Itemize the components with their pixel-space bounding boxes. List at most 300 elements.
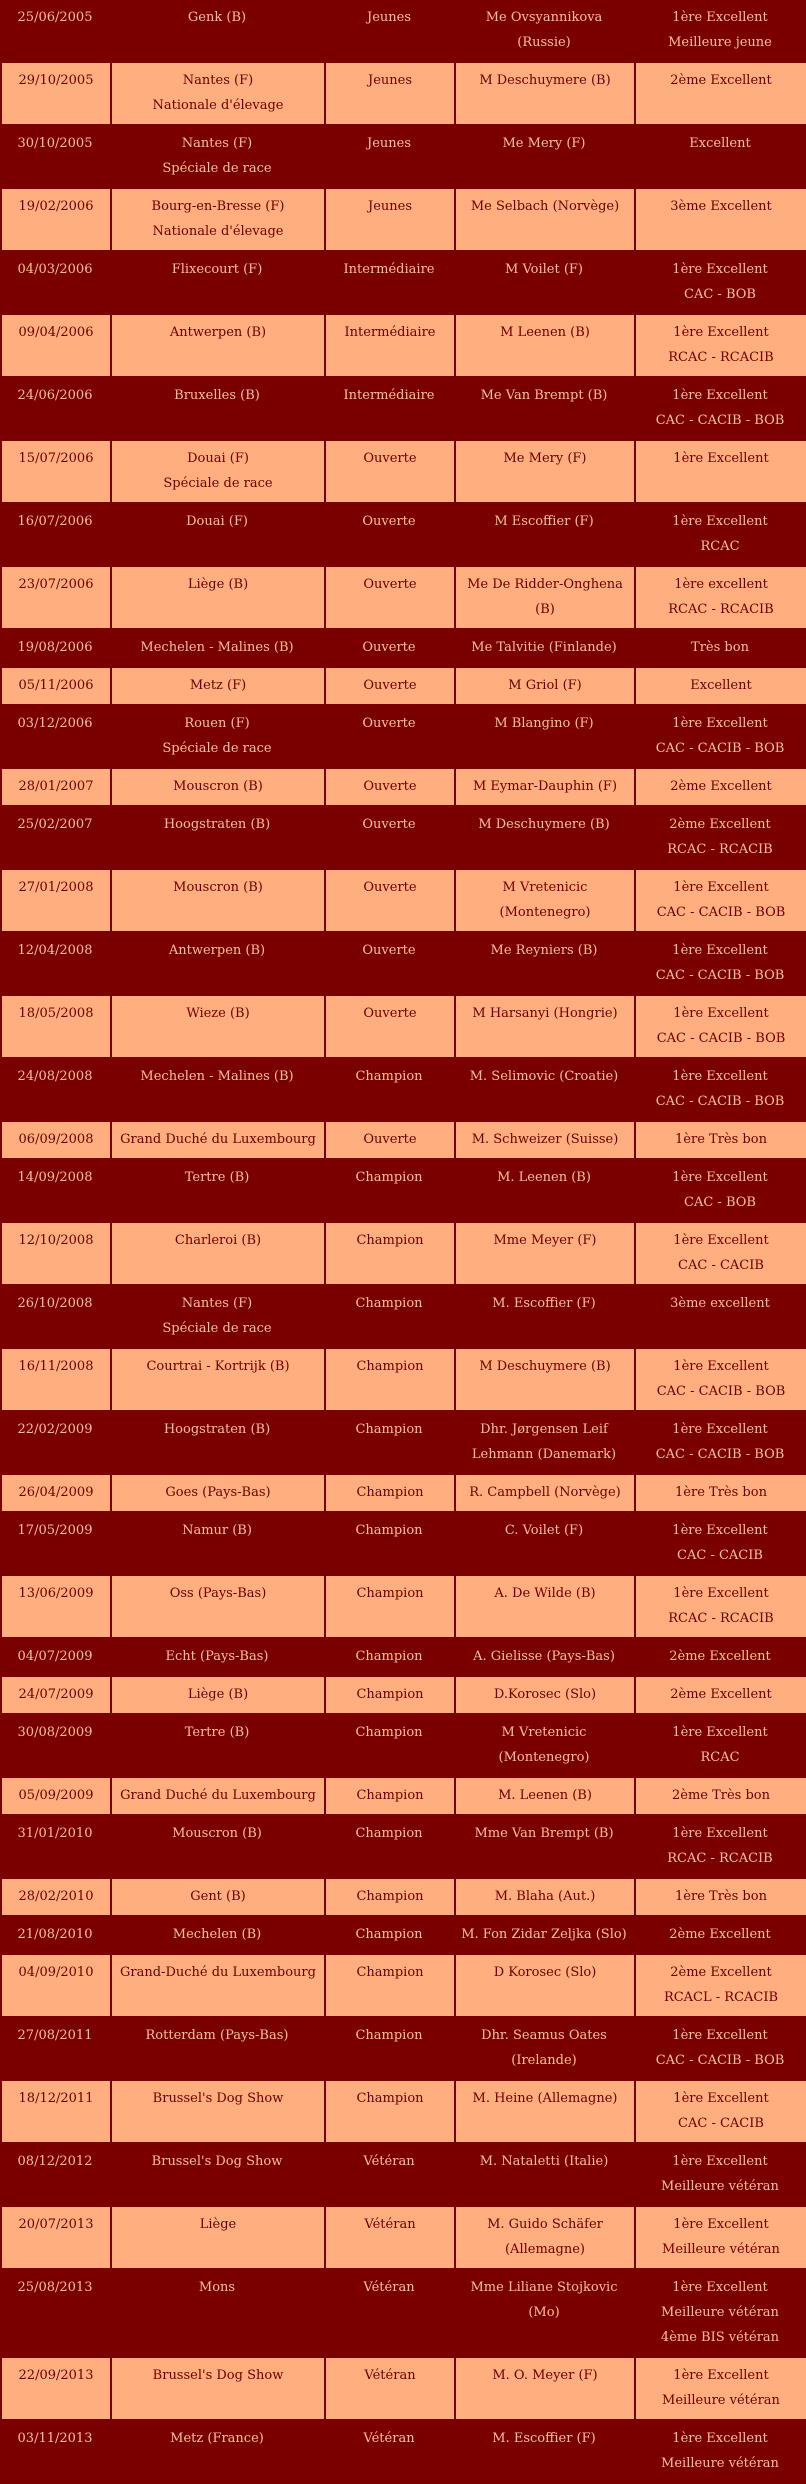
place-line: Mouscron (B)	[173, 880, 263, 895]
date-text: 03/12/2006	[17, 716, 93, 731]
result-line: 1ère Excellent	[673, 325, 769, 340]
result-cell	[634, 706, 806, 769]
result-line: 1ère Excellent	[672, 2280, 768, 2295]
place-line: Metz (F)	[189, 678, 247, 693]
class-text: Vétéran	[363, 2154, 415, 2169]
judge-cell	[454, 2144, 634, 2207]
table-row	[0, 189, 806, 252]
class-cell	[324, 1715, 454, 1778]
place-cell	[110, 870, 324, 933]
date-cell	[0, 1475, 110, 1513]
place-cell	[110, 1122, 324, 1160]
place-cell	[110, 668, 324, 706]
judge-cell	[454, 1715, 634, 1778]
place-cell	[110, 2018, 324, 2081]
result-line: 1ère Excellent	[672, 1170, 768, 1185]
class-text: Champion	[355, 1069, 423, 1084]
table-row	[0, 668, 806, 706]
place-line: Grand-Duché du Luxembourg	[120, 1965, 316, 1980]
date-cell	[0, 315, 110, 378]
class-text: Ouverte	[362, 716, 416, 731]
result-cell	[634, 2081, 806, 2144]
date-cell	[0, 441, 110, 504]
class-text: Champion	[356, 1687, 424, 1702]
class-cell	[324, 1122, 454, 1160]
place-line: Metz (France)	[170, 2431, 264, 2446]
result-cell	[634, 189, 806, 252]
result-line: 3ème excellent	[670, 1296, 770, 1311]
class-cell	[324, 870, 454, 933]
judge-line: R. Campbell (Norvège)	[469, 1485, 621, 1500]
place-line: Rouen (F)	[184, 716, 250, 731]
date-cell	[0, 2018, 110, 2081]
result-line: 1ère Excellent	[672, 1422, 768, 1437]
date-text: 04/03/2006	[17, 262, 93, 277]
date-text: 08/12/2012	[17, 2154, 93, 2169]
result-line: 1ère Excellent	[673, 451, 769, 466]
place-cell	[110, 2421, 324, 2484]
date-text: 31/01/2010	[17, 1826, 93, 1841]
judge-cell	[454, 315, 634, 378]
judge-cell	[454, 1122, 634, 1160]
table-row	[0, 1059, 806, 1122]
result-cell	[634, 1412, 806, 1475]
judge-cell	[454, 63, 634, 126]
judge-cell	[454, 2358, 634, 2421]
place-cell	[110, 769, 324, 807]
place-line: Genk (B)	[187, 10, 247, 25]
date-text: 30/08/2009	[17, 1725, 93, 1740]
class-text: Intermédiaire	[343, 388, 435, 403]
judge-cell	[454, 1286, 634, 1349]
date-text: 05/09/2009	[18, 1788, 94, 1803]
date-text: 15/07/2006	[18, 451, 94, 466]
judge-cell	[454, 1059, 634, 1122]
result-cell	[634, 933, 806, 996]
place-cell	[110, 2358, 324, 2421]
judge-cell	[454, 1816, 634, 1879]
judge-line: M Vretenicic	[501, 1725, 587, 1740]
place-line: Nationale d'élevage	[152, 98, 284, 113]
result-line: 1ère Excellent	[673, 2091, 769, 2106]
date-cell	[0, 1059, 110, 1122]
judge-line: M. Schweizer (Suisse)	[471, 1132, 619, 1147]
class-cell	[324, 769, 454, 807]
class-text: Vétéran	[364, 2368, 416, 2383]
place-line: Nantes (F)	[182, 73, 254, 88]
date-text: 03/11/2013	[17, 2431, 93, 2446]
date-cell	[0, 1816, 110, 1879]
result-line: CAC - CACIB - BOB	[656, 1031, 786, 1046]
table-row	[0, 2270, 806, 2358]
class-cell	[324, 441, 454, 504]
place-cell	[110, 807, 324, 870]
place-cell	[110, 2207, 324, 2270]
class-cell	[324, 2270, 454, 2358]
result-cell	[634, 1160, 806, 1223]
result-line: 1ère Très bon	[675, 1132, 767, 1147]
result-line: 1ère Excellent	[673, 1586, 769, 1601]
place-line: Nationale d'élevage	[152, 224, 284, 239]
judge-cell	[454, 1879, 634, 1917]
result-line: 1ère Excellent	[673, 2217, 769, 2232]
place-cell	[110, 1160, 324, 1223]
date-cell	[0, 870, 110, 933]
judge-cell	[454, 2270, 634, 2358]
judge-line: C. Voilet (F)	[504, 1523, 584, 1538]
place-line: Nantes (F)	[181, 1296, 253, 1311]
place-line: Mouscron (B)	[173, 779, 263, 794]
table-row	[0, 1475, 806, 1513]
class-cell	[324, 1576, 454, 1639]
class-cell	[324, 315, 454, 378]
result-line: Meilleure jeune	[668, 35, 772, 50]
result-cell	[634, 668, 806, 706]
date-cell	[0, 668, 110, 706]
result-line: RCAC - RCACIB	[668, 1611, 774, 1626]
result-line: 2ème Très bon	[671, 1788, 771, 1803]
table-row	[0, 126, 806, 189]
result-cell	[634, 1349, 806, 1412]
result-line: 1ère Très bon	[675, 1485, 767, 1500]
date-cell	[0, 1122, 110, 1160]
result-line: 1ère Excellent	[672, 388, 768, 403]
judge-line: Me Selbach (Norvège)	[470, 199, 620, 214]
class-text: Champion	[356, 1788, 424, 1803]
table-row	[0, 1223, 806, 1286]
date-text: 20/07/2013	[18, 2217, 94, 2232]
class-cell	[324, 1286, 454, 1349]
judge-cell	[454, 630, 634, 668]
date-text: 22/02/2009	[17, 1422, 93, 1437]
judge-line: (Mo)	[528, 2305, 560, 2320]
judge-line: M. Guido Schäfer	[487, 2217, 603, 2232]
date-cell	[0, 567, 110, 630]
date-text: 25/06/2005	[17, 10, 93, 25]
result-cell	[634, 1816, 806, 1879]
result-line: 1ère Excellent	[672, 2154, 768, 2169]
judge-line: M Leenen (B)	[500, 325, 590, 340]
date-text: 25/08/2013	[17, 2280, 93, 2295]
result-line: CAC - CACIB	[677, 1548, 763, 1563]
class-text: Vétéran	[364, 2217, 416, 2232]
date-cell	[0, 0, 110, 63]
judge-line: Me De Ridder-Onghena	[467, 577, 623, 592]
place-line: Hoogstraten (B)	[163, 817, 271, 832]
result-cell	[634, 2421, 806, 2484]
result-cell	[634, 504, 806, 567]
class-text: Champion	[355, 1826, 423, 1841]
date-cell	[0, 1778, 110, 1816]
judge-cell	[454, 706, 634, 769]
result-cell	[634, 1677, 806, 1715]
result-line: RCAC - RCACIB	[668, 602, 774, 617]
class-cell	[324, 0, 454, 63]
result-cell	[634, 870, 806, 933]
result-cell	[634, 807, 806, 870]
judge-line: (Montenegro)	[499, 905, 591, 920]
place-cell	[110, 2144, 324, 2207]
class-cell	[324, 1513, 454, 1576]
result-line: Excellent	[689, 136, 751, 151]
judge-cell	[454, 567, 634, 630]
class-text: Champion	[355, 1170, 423, 1185]
judge-line: M Deschuymere (B)	[479, 1359, 611, 1374]
result-line: RCAC	[700, 539, 740, 554]
result-line: 2ème Excellent	[669, 1927, 771, 1942]
place-cell	[110, 1955, 324, 2018]
date-cell	[0, 2081, 110, 2144]
date-cell	[0, 126, 110, 189]
result-cell	[634, 1917, 806, 1955]
place-cell	[110, 1715, 324, 1778]
class-cell	[324, 1412, 454, 1475]
result-cell	[634, 2144, 806, 2207]
date-cell	[0, 1349, 110, 1412]
date-text: 19/08/2006	[17, 640, 93, 655]
judge-line: M. Nataletti (Italie)	[479, 2154, 609, 2169]
result-cell	[634, 378, 806, 441]
result-line: 1ère Excellent	[673, 1359, 769, 1374]
table-row	[0, 630, 806, 668]
judge-line: M. Selimovic (Croatie)	[469, 1069, 619, 1084]
date-text: 12/10/2008	[18, 1233, 94, 1248]
result-line: CAC - CACIB - BOB	[656, 1384, 786, 1399]
table-row	[0, 933, 806, 996]
judge-line: (Allemagne)	[504, 2242, 585, 2257]
date-text: 30/10/2005	[17, 136, 93, 151]
result-cell	[634, 1778, 806, 1816]
table-row	[0, 378, 806, 441]
place-line: Spéciale de race	[163, 476, 273, 491]
class-cell	[324, 1677, 454, 1715]
judge-line: M. Escoffier (F)	[492, 1296, 596, 1311]
place-cell	[110, 1778, 324, 1816]
date-cell	[0, 2270, 110, 2358]
table-row	[0, 1715, 806, 1778]
place-cell	[110, 441, 324, 504]
result-line: RCACL - RCACIB	[663, 1990, 779, 2005]
judge-line: M Deschuymere (B)	[479, 73, 611, 88]
judge-cell	[454, 769, 634, 807]
date-text: 16/07/2006	[17, 514, 93, 529]
judge-line: D.Korosec (Slo)	[493, 1687, 597, 1702]
judge-cell	[454, 2207, 634, 2270]
class-text: Jeunes	[366, 10, 411, 25]
table-row	[0, 2018, 806, 2081]
date-text: 29/10/2005	[18, 73, 94, 88]
table-row	[0, 2144, 806, 2207]
place-cell	[110, 933, 324, 996]
class-cell	[324, 1639, 454, 1677]
result-line: RCAC - RCACIB	[668, 350, 774, 365]
place-line: Grand Duché du Luxembourg	[120, 1788, 316, 1803]
class-cell	[324, 189, 454, 252]
class-text: Champion	[355, 1725, 423, 1740]
result-line: CAC - CACIB - BOB	[655, 741, 785, 756]
date-cell	[0, 933, 110, 996]
judge-line: (Irelande)	[511, 2053, 577, 2068]
class-cell	[324, 252, 454, 315]
place-line: Oss (Pays-Bas)	[169, 1586, 267, 1601]
result-cell	[634, 1475, 806, 1513]
table-row	[0, 504, 806, 567]
class-cell	[324, 1778, 454, 1816]
judge-cell	[454, 996, 634, 1059]
place-line: Nantes (F)	[181, 136, 253, 151]
place-cell	[110, 189, 324, 252]
place-line: Brussel's Dog Show	[151, 2154, 283, 2169]
table-row	[0, 1677, 806, 1715]
judge-cell	[454, 441, 634, 504]
judge-cell	[454, 504, 634, 567]
result-cell	[634, 1223, 806, 1286]
place-line: Courtrai - Kortrijk (B)	[146, 1359, 290, 1374]
judge-line: Dhr. Jørgensen Leif	[480, 1422, 608, 1437]
class-cell	[324, 1816, 454, 1879]
date-text: 04/09/2010	[18, 1965, 94, 1980]
result-line: 2ème Excellent	[670, 73, 772, 88]
judge-line: M Griol (F)	[508, 678, 582, 693]
class-text: Champion	[355, 1296, 423, 1311]
table-row	[0, 315, 806, 378]
result-line: 1ère Très bon	[675, 1889, 767, 1904]
table-row	[0, 1286, 806, 1349]
place-cell	[110, 252, 324, 315]
result-cell	[634, 1955, 806, 2018]
class-text: Jeunes	[367, 73, 412, 88]
judge-cell	[454, 1917, 634, 1955]
judge-cell	[454, 1412, 634, 1475]
judge-cell	[454, 252, 634, 315]
result-line: 1ère Excellent	[672, 716, 768, 731]
place-cell	[110, 1917, 324, 1955]
date-text: 28/01/2007	[18, 779, 94, 794]
place-cell	[110, 630, 324, 668]
place-line: Tertre (B)	[184, 1725, 250, 1740]
place-line: Gent (B)	[190, 1889, 246, 1904]
date-text: 14/09/2008	[17, 1170, 93, 1185]
result-line: CAC - CACIB - BOB	[656, 905, 786, 920]
judge-line: Mme Meyer (F)	[493, 1233, 597, 1248]
result-cell	[634, 1715, 806, 1778]
class-cell	[324, 2081, 454, 2144]
result-line: 1ère Excellent	[673, 1006, 769, 1021]
class-text: Champion	[356, 1485, 424, 1500]
result-line: CAC - BOB	[684, 1195, 756, 1210]
place-cell	[110, 706, 324, 769]
result-line: 3ème Excellent	[670, 199, 772, 214]
date-text: 17/05/2009	[17, 1523, 93, 1538]
place-line: Spéciale de race	[162, 1321, 272, 1336]
date-text: 27/08/2011	[17, 2028, 93, 2043]
place-line: Mechelen - Malines (B)	[140, 1069, 294, 1084]
table-row	[0, 252, 806, 315]
result-cell	[634, 1639, 806, 1677]
judge-line: Me Mery (F)	[503, 451, 587, 466]
result-line: Excellent	[690, 678, 752, 693]
result-line: 1ère Excellent	[672, 1523, 768, 1538]
class-cell	[324, 1223, 454, 1286]
judge-cell	[454, 1160, 634, 1223]
date-text: 28/02/2010	[18, 1889, 94, 1904]
result-line: Très bon	[691, 640, 749, 655]
judge-line: Me Talvitie (Finlande)	[471, 640, 617, 655]
place-cell	[110, 1816, 324, 1879]
result-cell	[634, 2358, 806, 2421]
judge-cell	[454, 933, 634, 996]
table-row	[0, 2207, 806, 2270]
judge-cell	[454, 1677, 634, 1715]
result-line: 1ère excellent	[674, 577, 768, 592]
judge-line: Me Ovsyannikova	[485, 10, 603, 25]
class-text: Champion	[356, 1965, 424, 1980]
judge-line: M Blangino (F)	[494, 716, 594, 731]
class-text: Champion	[356, 2091, 424, 2106]
result-line: Meilleure vétéran	[661, 2456, 779, 2471]
result-line: 1ère Excellent	[673, 880, 769, 895]
place-cell	[110, 1677, 324, 1715]
place-line: Bruxelles (B)	[174, 388, 260, 403]
result-line: RCAC - RCACIB	[667, 1851, 773, 1866]
result-cell	[634, 1879, 806, 1917]
date-cell	[0, 1223, 110, 1286]
class-cell	[324, 807, 454, 870]
class-text: Ouverte	[363, 1132, 417, 1147]
result-line: 1ère Excellent	[672, 10, 768, 25]
table-row	[0, 567, 806, 630]
judge-line: D Korosec (Slo)	[493, 1965, 597, 1980]
judge-cell	[454, 1223, 634, 1286]
result-line: 1ère Excellent	[672, 943, 768, 958]
judge-line: M. Escoffier (F)	[492, 2431, 596, 2446]
result-line: CAC - CACIB - BOB	[655, 2053, 785, 2068]
judge-line: M Harsanyi (Hongrie)	[472, 1006, 618, 1021]
place-line: Brussel's Dog Show	[152, 2368, 284, 2383]
result-line: Meilleure vétéran	[661, 2179, 779, 2194]
judge-cell	[454, 1513, 634, 1576]
table-row	[0, 63, 806, 126]
class-text: Ouverte	[363, 451, 417, 466]
result-line: 2ème Excellent	[669, 817, 771, 832]
judge-cell	[454, 1639, 634, 1677]
judge-cell	[454, 2081, 634, 2144]
result-cell	[634, 2207, 806, 2270]
date-cell	[0, 630, 110, 668]
judge-cell	[454, 668, 634, 706]
result-line: 1ère Excellent	[672, 2028, 768, 2043]
table-row	[0, 1639, 806, 1677]
result-line: CAC - CACIB - BOB	[655, 1447, 785, 1462]
date-cell	[0, 2144, 110, 2207]
place-cell	[110, 126, 324, 189]
place-line: Liège (B)	[187, 577, 249, 592]
date-text: 09/04/2006	[18, 325, 94, 340]
class-cell	[324, 630, 454, 668]
place-line: Mechelen - Malines (B)	[140, 640, 294, 655]
result-line: CAC - CACIB - BOB	[655, 968, 785, 983]
date-cell	[0, 1513, 110, 1576]
date-cell	[0, 1639, 110, 1677]
judge-line: (Russie)	[517, 35, 571, 50]
date-cell	[0, 1286, 110, 1349]
class-text: Champion	[355, 1649, 423, 1664]
judge-cell	[454, 126, 634, 189]
date-cell	[0, 63, 110, 126]
class-text: Champion	[356, 1889, 424, 1904]
class-text: Intermédiaire	[343, 262, 435, 277]
class-cell	[324, 1917, 454, 1955]
